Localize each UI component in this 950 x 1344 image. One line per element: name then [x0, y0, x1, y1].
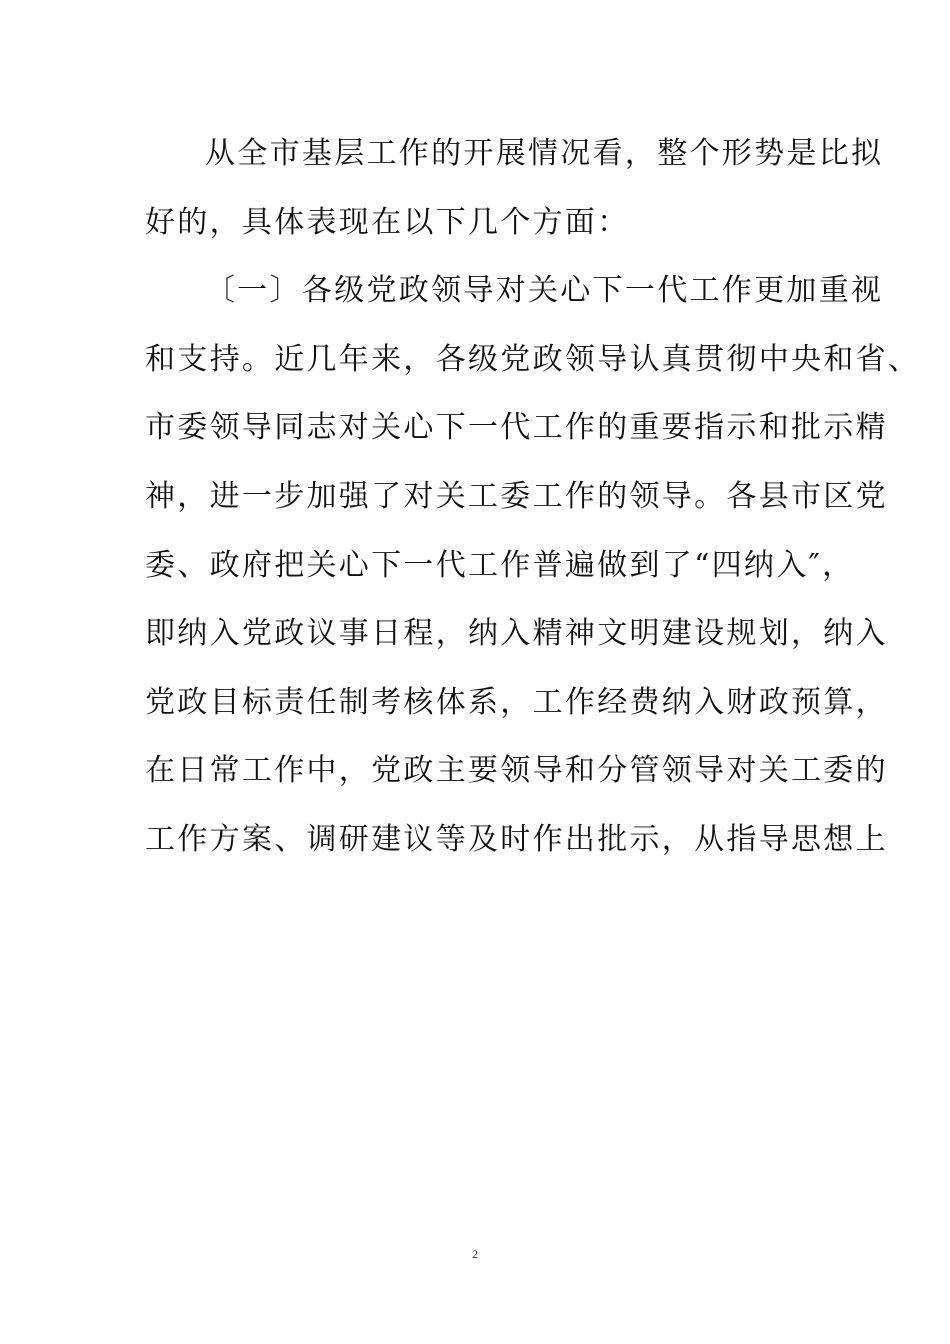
paragraph-2-line-1: 〔一〕各级党政领导对关心下一代工作更加重视 [205, 273, 884, 309]
paragraph-2-line-2: 和支持。近几年来，各级党政领导认真贯彻中央和省、 [145, 341, 921, 377]
paragraph-1-line-1: 从全市基层工作的开展情况看，整个形势是比拟 [205, 136, 884, 171]
paragraph-2-line-7: 党政目标责任制考核体系，工作经费纳入财政预算， [145, 684, 888, 720]
paragraph-2-line-3: 市委领导同志对关心下一代工作的重要指示和批示精 [145, 410, 888, 446]
paragraph-2-line-9: 工作方案、调研建议等及时作出批示，从指导思想上 [145, 821, 888, 857]
paragraph-2-line-6: 即纳入党政议事日程，纳入精神文明建设规划，纳入 [145, 616, 888, 652]
page-number: 2 [472, 1247, 478, 1261]
paragraph-1-line-2: 好的，具体表现在以下几个方面： [145, 204, 630, 240]
paragraph-2-line-8: 在日常工作中，党政主要领导和分管领导对关工委的 [145, 753, 888, 789]
paragraph-2-line-5: 委、政府把关心下一代工作普遍做到了“四纳入″， [145, 547, 855, 583]
paragraph-2-line-4: 神，进一步加强了对关工委工作的领导。各县市区党 [145, 478, 888, 514]
body-text [145, 129, 921, 884]
